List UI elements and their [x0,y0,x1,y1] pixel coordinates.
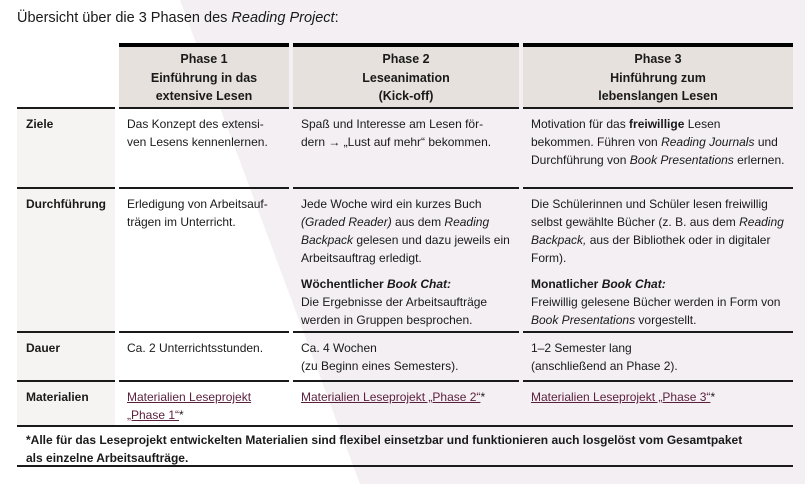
header-phase-3-title: Phase 3 [634,52,682,66]
header-phase-1-subtitle-2: extensive Lesen [155,89,253,103]
table-row-dauer [17,331,793,380]
title-text: Übersicht über die 3 Phasen des [17,10,232,26]
dauer-phase-3-line: (anschließend an Phase 2). [531,359,678,373]
ziele-phase-2 [293,107,519,187]
title-suffix: : [334,10,339,26]
dauer-phase-3-line: 1–2 Semester lang [531,341,632,355]
bold-text: freiwillige [629,117,685,131]
durchfuehrung-phase-1-line: Erledigung von Arbeitsauf- [127,197,268,211]
ziele-phase-2-line: Spaß und Interesse am Lesen för- [301,117,484,131]
row-label-durchfuehrung: Durchführung [17,187,115,331]
dauer-phase-3 [523,331,793,380]
asterisk: * [710,390,716,404]
durchfuehrung-phase-2-book-chat [301,275,511,329]
book-chat-text: Die Ergebnisse der Arbeitsaufträge werden in Gruppen besprochen. [301,295,488,327]
row-label-ziele: Ziele [17,107,115,187]
asterisk: * [179,408,184,422]
header-phase-2-title: Phase 2 [382,52,430,66]
text: erlernen. [733,153,785,167]
book-chat-heading: Monatlicher [531,277,602,291]
text: Jede Woche wird ein kurzes Buch [301,197,482,211]
ziele-phase-1-line: Das Konzept des extensi- [127,117,264,131]
text: Motivation für das [531,117,630,131]
table-row-durchfuehrung [17,187,793,331]
row-label-materialien: Materialien [17,380,115,425]
text: und Durchführung von [531,135,778,167]
text: Die Schülerinnen und Schüler lesen freiwillig selbst gewählte Bücher (z. B. aus dem [531,197,768,229]
header-phase-1-title: Phase 1 [180,52,228,66]
footnote-line: *Alle für das Leseprojekt entwickelten Materialien sind flexibel einsetzbar und funktionieren auch losgelöst vom Gesamtpaket [26,433,743,447]
materialien-phase-3-link[interactable]: Materialien Leseprojekt „Phase 3“ [531,390,711,404]
materialien-phase-1-link[interactable]: Materialien Leseprojekt „Phase 1“ [127,390,252,422]
header-empty-cell [17,43,115,107]
table-row-materialien [17,380,793,425]
row-label-dauer: Dauer [17,331,115,380]
text: aus dem [391,215,445,229]
ziele-phase-2-line: dern → „Lust auf mehr“ bekommen. [301,135,492,149]
header-phase-2-subtitle: Leseanimation [362,70,450,85]
materialien-phase-1 [119,380,289,425]
text: vorgestellt. [635,313,697,327]
materialien-phase-2-link[interactable]: Materialien Leseprojekt „Phase 2“ [301,390,481,404]
text: gelesen und dazu jeweils ein Arbeitsauftrag erledigt. [301,233,510,265]
book-chat-heading-italic: Book Chat: [601,277,666,291]
header-phase-1-subtitle: Einführung in das [150,70,258,85]
phases-table [17,43,793,467]
header-phase-3-subtitle: Hinführung zum [610,70,706,85]
dauer-phase-2 [293,331,519,380]
dauer-phase-2-line: Ca. 4 Wochen [301,341,377,355]
header-phase-1 [119,43,289,107]
title-italic: Reading Project [231,10,335,26]
italic-text: (Graded Reader) [301,215,392,229]
dauer-phase-2-line: (zu Beginn eines Semesters). [301,359,459,373]
durchfuehrung-phase-3 [523,187,793,331]
header-phase-3 [523,43,793,107]
header-phase-2-subtitle-2: (Kick-off) [378,89,434,103]
durchfuehrung-phase-3-book-chat [531,275,785,329]
ziele-phase-1 [119,107,289,187]
durchfuehrung-phase-1-line: trägen im Unterricht. [127,215,236,229]
text: aus der Bibliothek oder in digitaler Form). [531,233,771,265]
italic-text: Book Presentations [531,313,636,327]
italic-text: Reading Backpack [301,215,490,247]
book-chat-heading-italic: Book Chat: [387,277,452,291]
footnote-line: als einzelne Arbeitsaufträge. [26,451,189,465]
ziele-phase-1-line: ven Lesens kennenlernen. [127,135,268,149]
text: Freiwillig gelesene Bücher werden in Form von [531,295,781,309]
materialien-phase-2 [293,380,519,425]
header-phase-2 [293,43,519,107]
italic-text: Reading Journals [661,135,755,149]
page-title [17,10,339,26]
durchfuehrung-phase-2 [293,187,519,331]
ziele-phase-3 [523,107,793,187]
asterisk: * [480,390,486,404]
book-chat-text [531,293,785,329]
materialien-phase-3 [523,380,793,425]
durchfuehrung-phase-3-paragraph [531,195,785,267]
book-chat-heading: Wöchentlicher [301,277,388,291]
header-phase-3-subtitle-2: lebenslangen Lesen [598,89,718,103]
durchfuehrung-phase-2-paragraph [301,195,511,267]
footnote [17,425,793,467]
dauer-phase-1: Ca. 2 Unterrichtsstunden. [119,331,289,380]
table-row-ziele [17,107,793,187]
italic-text: Book Presentations [629,153,734,167]
table-header-row [17,43,793,107]
italic-text: Reading Backpack, [531,215,784,247]
text: Lesen bekommen. Führen von [531,117,721,149]
durchfuehrung-phase-1 [119,187,289,331]
